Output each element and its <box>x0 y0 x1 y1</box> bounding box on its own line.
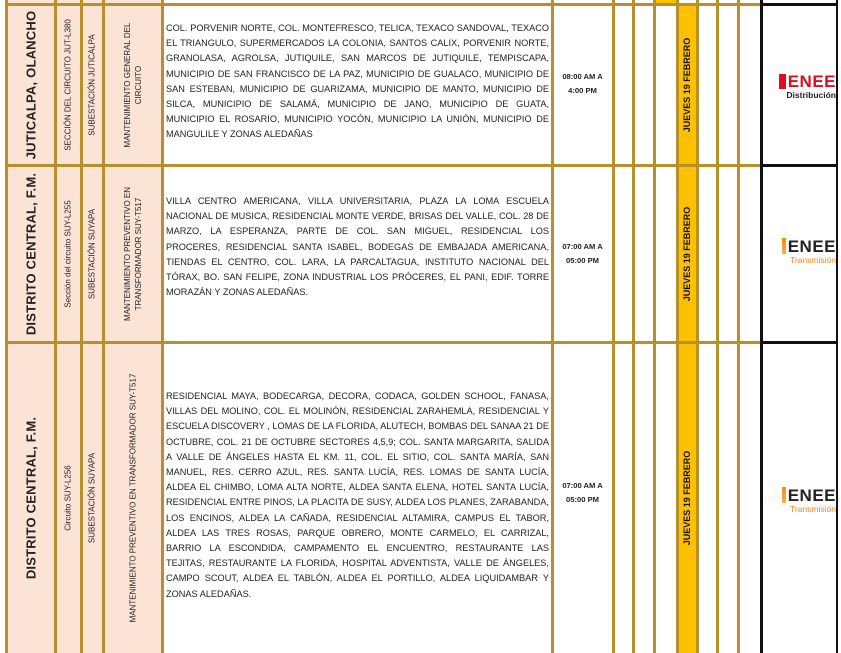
substation <box>81 342 103 653</box>
logo-row-border <box>760 164 838 167</box>
time-start: 07:00 AM A <box>562 242 603 251</box>
date-label: JUEVES 19 FEBRERO <box>682 37 692 132</box>
work-line-1: MANTENIMIENTO GENERAL DEL <box>122 22 132 147</box>
substation <box>81 4 103 165</box>
logo-column-border <box>760 0 763 653</box>
grid-line <box>80 0 83 653</box>
time-end: 05:00 PM <box>566 256 599 265</box>
time-end: 4:00 PM <box>568 86 597 95</box>
work-type-label: MANTENIMIENTO PREVENTIVO EN TRANSFORMADOR SUY-T517 <box>128 373 137 622</box>
grid-line <box>737 0 740 653</box>
time-range <box>552 70 613 98</box>
region <box>6 342 55 653</box>
circuit <box>55 342 81 653</box>
grid-line <box>54 0 57 653</box>
circuit-label: Sección del circuito SUY-L255 <box>63 199 73 308</box>
affected-areas: RESIDENCIAL MAYA, BODECARGA, DECORA, CODACA, GOLDEN SCHOOL, FANASA, VILLAS DEL MOLINO, COL. EL MOLINÓN, RESIDENCIAL ZARAHEMLA, RESIDENCIAL Y ESCUELA DISCOVERY , LOMAS DE LA FLORIDA, ALUTECH, BOMBAS DEL SANAA 21 DE OCTUBRE, COL. 21 DE OCTUBRE SECTORES 4,5,9; COL. SANTA MARGARITA, SALIDA A VALLE DE ÁNGELES HASTA EL KM. 11, COL. EL SITIO, COL. SANTA MARÍA, SAN MANUEL, RES. CERRO AZUL, RES. SANTA LUCÍA, RES. LOMAS DE SANTA LUCÍA, ALDEA EL CHIMBO, LOMA ALTA NORTE, ALDEA SANTA ELENA, HOTEL SANTA LUCÍA, RESIDENCIAL ENTRE PINOS, LA PLACITA DE SUSY, ALDEA LOS PLANES, ZARABANDA, LOS ENCINOS, ALDEA LA CAÑADA, RESIDENCIAL ALTAMIRA, CAMPUS EL TABOR, ALDEA LAS TRES ROSAS, PARQUE OBRERO, MONTE CARMELO, EL CARRIZAL, BARRIO LA ESCONDIDA, CAMPAMENTO EL ENCUENTRO, RESTAURANTE LAS TEJITAS, RESTAURANTE LA FLORIDA, HOSPITAL ADVENTISTA, VALLE DE ÁNGELES, CAMPO SCOUT, ALDEA EL TABLÓN, ALDEA EL PORTILLO, ALDEA LIQUIDAMBAR Y ZONAS ALEDAÑAS. <box>166 391 549 599</box>
logo-name: ENEE <box>787 486 836 505</box>
work-type <box>103 4 162 165</box>
time-end: 05:00 PM <box>566 495 599 504</box>
work-type <box>103 165 162 342</box>
circuit <box>55 4 81 165</box>
time-start: 08:00 AM A <box>562 72 603 81</box>
date-label: JUEVES 19 FEBRERO <box>682 206 692 301</box>
work-line-1: MANTENIMIENTO PREVENTIVO EN <box>122 186 132 321</box>
time-range <box>552 479 613 507</box>
grid-line <box>6 341 761 344</box>
logo-name: ENEE <box>787 237 836 256</box>
region <box>6 165 55 342</box>
substation <box>81 165 103 342</box>
work-type <box>103 342 162 653</box>
date-cell <box>677 342 697 653</box>
region-label: JUTICALPA, OLANCHO <box>23 10 38 159</box>
enee-transmision-logo <box>764 238 836 265</box>
work-type-label <box>122 22 144 147</box>
substation-label: SUBESTACIÓN JUTICALPA <box>87 33 97 136</box>
date-cell <box>677 4 697 165</box>
circuit <box>55 165 81 342</box>
enee-transmision-logo <box>764 487 836 514</box>
logo-column-border <box>836 0 838 653</box>
enee-tower-icon <box>782 487 786 503</box>
region-label: DISTRITO CENTRAL, F.M. <box>23 416 38 579</box>
work-type-label <box>122 186 144 320</box>
circuit-label: SECCIÓN DEL CIRCUITO JUT-L380 <box>63 18 73 151</box>
grid-line <box>6 164 761 167</box>
date-label: JUEVES 19 FEBRERO <box>682 450 692 545</box>
grid-line <box>612 0 615 653</box>
grid-line <box>632 0 635 653</box>
logo-division: Distribución <box>786 90 836 100</box>
logo-row-border <box>760 3 838 6</box>
logo-division: Transmisión <box>790 255 836 265</box>
grid-line <box>676 0 679 653</box>
affected-areas: VILLA CENTRO AMERICANA, VILLA UNIVERSITARIA, PLAZA LA LOMA ESCUELA NACIONAL DE MUSICA, RESIDENCIAL MONTE VERDE, BRISAS DEL VALLE, COL. 28 DE MARZO, LA ESPERANZA, PARTE DE COL. SAN MIGUEL, RESIDENCIAL LOS PROCERES, RESIDENCIAL SANTA ISABEL, BODEGAS DE EMBAJADA AMERICANA, TIENDAS EL CENTRO, COL. LARA, LA PARCALTAGUA, INSTITUTO NACIONAL DEL TÓRAX, BO. SAN FELIPE, ZONA INDUSTRIAL LOS PRÓCERES, EL PANI, EDIF. TORRE MORAZÁN Y ZONAS ALEDAÑAS. <box>166 196 549 298</box>
affected-areas: COL. PORVENIR NORTE, COL. MONTEFRESCO, TELICA, TEXACO SANDOVAL, TEXACO EL TRIANGULO, SUPERMERCADOS LA COLONIA, SANTOS CALIX, PORVENIR NORTE, GRANOLASA, AGROLSA, JUTIQUILE, SAN MARCOS DE JUTIQUILE, TEMPISCAPA, MUNICIPIO DE SAN FRANCISCO DE LA PAZ, MUNICIPIO DE GUALACO, MUNICIPIO DE SAN ESTEBAN, MUNICIPIO DE GUARIZAMA, MUNICIPIO DE MANTO, MUNICIPIO DE SILCA, MUNICIPIO DE SALAMÁ, MUNICIPIO DE JANO, MUNICIPIO DE GUATA, MUNICIPIO EL ROSARIO, MUNICIPIO YOCÓN, MUNICIPIO LA UNIÓN, MUNICIPIO DE MANGULILE Y ZONAS ALEDAÑAS <box>166 23 549 140</box>
enee-distribucion-logo <box>764 73 836 100</box>
substation-label: SUBESTACIÓN SUYAPA <box>87 452 97 543</box>
enee-tower-icon <box>782 238 786 254</box>
substation-label: SUBESTACIÓN SUYAPA <box>87 208 97 299</box>
work-line-2: TRANSFORMADOR SUY-T517 <box>133 197 143 310</box>
logo-row-border <box>760 341 838 344</box>
grid-line <box>696 0 699 653</box>
grid-line <box>551 0 554 653</box>
region <box>6 4 55 165</box>
time-range <box>552 240 613 268</box>
grid-line <box>5 0 8 653</box>
grid-line <box>716 0 719 653</box>
grid-line <box>6 3 761 6</box>
circuit-label: Circuito SUY-L256 <box>63 464 73 531</box>
grid-line <box>161 0 164 653</box>
grid-line <box>653 0 656 653</box>
region-label: DISTRITO CENTRAL, F.M. <box>23 172 38 335</box>
logo-name: ENEE <box>787 72 836 91</box>
logo-division: Transmisión <box>790 504 836 514</box>
time-start: 07:00 AM A <box>562 481 603 490</box>
date-cell <box>677 165 697 342</box>
work-line-2: CIRCUITO <box>133 65 143 104</box>
grid-line <box>102 0 105 653</box>
enee-lightning-icon <box>779 74 786 89</box>
